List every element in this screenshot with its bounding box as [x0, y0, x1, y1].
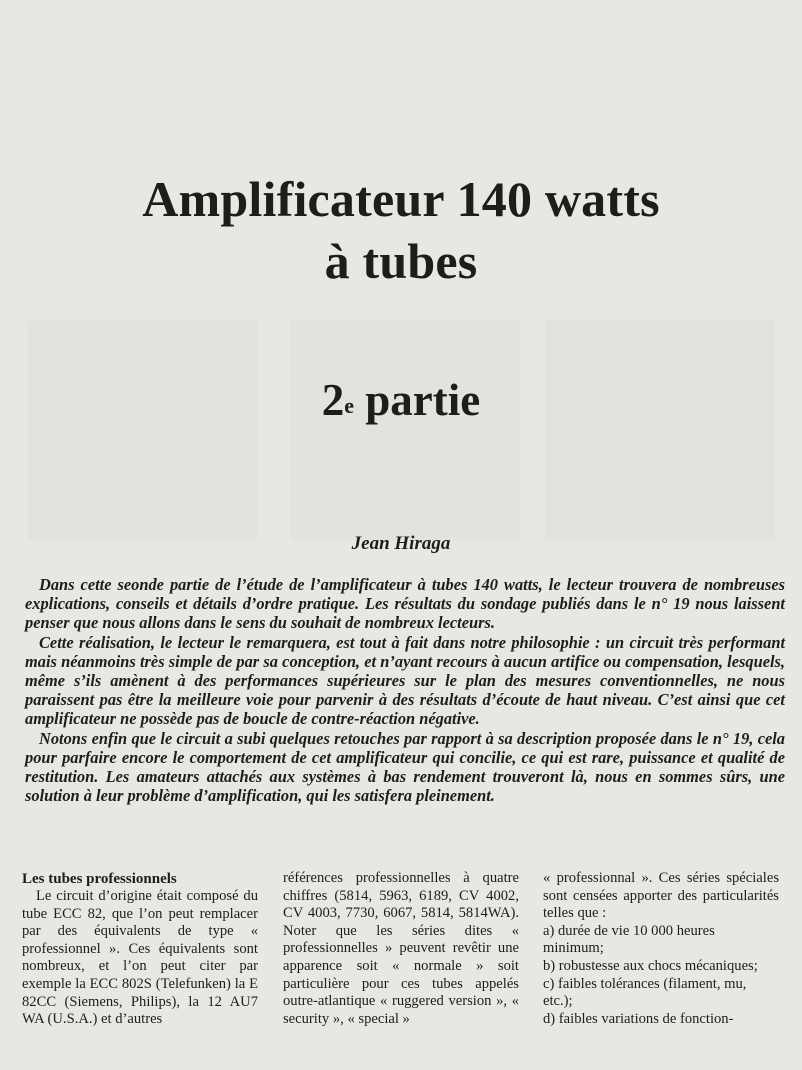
intro-paragraphs: [25, 575, 785, 805]
show-through-left: [28, 320, 258, 540]
column-1-text: Le circuit d’origine était composé du tube ECC 82, que l’on peut remplacer par des équivalents de type « professionnel ». Ces équivalents sont nombreux, et l’on peut citer par exemple la ECC 802S (Telefunken) la E 82CC (Siemens, Philips), la 12 AU7 WA (U.S.A.) et d’autres: [22, 888, 258, 1028]
part-heading: [0, 370, 802, 430]
show-through-right: [545, 320, 775, 540]
list-item: a) durée de vie 10 000 heures minimum;: [543, 922, 715, 957]
body-column-2: [283, 870, 519, 1028]
intro-paragraph: Notons enfin que le circuit a subi quelques retouches par rapport à sa description proposée dans le n° 19, cela pour parfaire encore le comportement de cet amplificateur qui concilie, ce qui est rare, puissance et qualité de restitution. Les amateurs attachés aux systèmes à bas rendement trouveront là, nous en sommes sûrs, une solution à leur problème d’amplification, qui les satisfera pleinement.: [25, 728, 785, 806]
article-title-line-2: à tubes: [324, 233, 478, 289]
intro-paragraph: Dans cette seonde partie de l’étude de l’amplificateur à tubes 140 watts, le lecteur trouvera de nombreuses explications, conseils et détails d’ordre pratique. Les résultats du sondage publiés dans le n° 19 nous laissent penser que nous allons dans le sens du souhait de nombreux lecteurs.: [25, 575, 785, 633]
part-number: 2: [321, 375, 345, 425]
list-item: b) robustesse aux chocs mécaniques;: [543, 957, 758, 974]
list-item: c) faibles tolérances (filament, mu, etc.);: [543, 975, 747, 1010]
body-column-3: [543, 870, 779, 1028]
section-heading: Les tubes professionnels: [22, 871, 177, 887]
list-item: d) faibles variations de fonction-: [543, 1010, 734, 1027]
part-suffix: e: [344, 393, 355, 418]
body-column-1: [22, 870, 258, 1029]
intro-paragraph: Cette réalisation, le lecteur le remarquera, est tout à fait dans notre philosophie : un circuit très performant mais néanmoins très simple de par sa conception, et n’ayant recours à aucun artifice ou compensation, lesquels, même s’ils amènent à des performances supérieures sur le plan des mesures conventionnelles, ne nous paraissent pas être la meilleure voie pour parvenir à des résultats d’écoute de haut niveau. C’est ainsi que cet amplificateur ne possède pas de boucle de contre-réaction négative.: [25, 632, 785, 729]
article-title-line-1: Amplificateur 140 watts: [142, 171, 660, 227]
part-word: partie: [365, 375, 481, 425]
column-3-text: « professionnal ». Ces séries spéciales sont censées apporter des particularités telles que :: [543, 870, 779, 922]
show-through-middle: [290, 320, 520, 540]
column-2-text: références professionnelles à quatre chiffres (5814, 5963, 6189, CV 4002, CV 4003, 7730, 6067, 5814, 5814WA). Noter que les séries dites « professionnelles » peuvent revêtir une apparence soit « normale » soit particulière pour ces tubes appelés outre-atlantique « ruggered version », « security », « special »: [283, 870, 519, 1027]
author-name: Jean Hiraga: [351, 533, 451, 554]
